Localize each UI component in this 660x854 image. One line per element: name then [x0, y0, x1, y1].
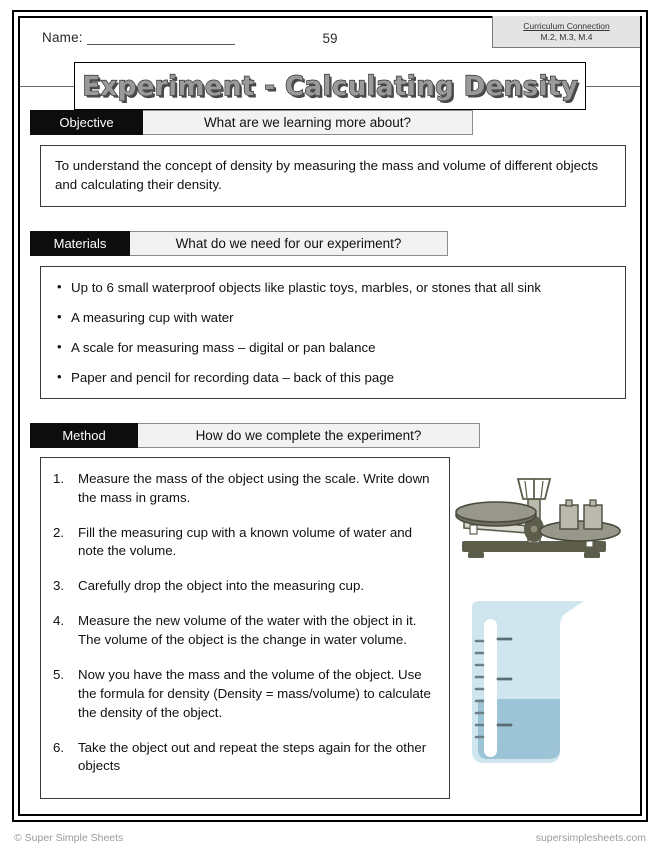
balance-scale-icon	[444, 465, 624, 561]
balance-scale-illustration	[444, 465, 624, 561]
list-item: Carefully drop the object into the measuring cup.	[78, 578, 365, 594]
list-item: Measure the new volume of the water with the object in it. The volume of the object is the change in water volume.	[78, 613, 417, 647]
list-item: Fill the measuring cup with a known volume of water and note the volume.	[78, 524, 413, 559]
illustration-column	[440, 457, 626, 799]
title-banner	[20, 62, 640, 110]
materials-list	[55, 280, 611, 385]
method-section-header	[30, 423, 640, 448]
list-item: • A measuring cup with water	[55, 310, 611, 325]
objective-tag: Objective	[30, 110, 143, 135]
page-inner-border	[18, 16, 642, 816]
materials-box	[40, 266, 626, 399]
materials-prompt: What do we need for our experiment?	[130, 231, 448, 256]
worksheet-content	[20, 18, 640, 814]
worksheet-header	[20, 18, 640, 60]
name-label: Name:	[42, 30, 83, 45]
objective-section-header	[30, 110, 640, 135]
list-item: Now you have the mass and the volume of the object. Use the formula for density (Density = mass/volume) to calculate the density of the object.	[78, 666, 431, 720]
list-item: • A scale for measuring mass – digital or pan balance	[55, 340, 611, 355]
title-rule-right	[582, 86, 640, 87]
materials-tag: Materials	[30, 231, 130, 256]
objective-prompt: What are we learning more about?	[143, 110, 473, 135]
copyright-text: © Super Simple Sheets	[14, 832, 124, 844]
list-item: • Paper and pencil for recording data – back of this page	[55, 370, 611, 385]
method-step-list	[53, 470, 437, 777]
page-number: 59	[322, 31, 338, 46]
page-title: Experiment - Calculating Density	[82, 70, 578, 102]
title-box	[74, 62, 586, 110]
page-footer	[14, 832, 646, 844]
page-outer-border	[12, 10, 648, 822]
curriculum-connection-title: Curriculum Connection	[523, 20, 610, 31]
list-item: • Up to 6 small waterproof objects like plastic toys, marbles, or stones that all sink	[55, 280, 611, 295]
materials-section-header	[30, 231, 640, 256]
list-item: Measure the mass of the object using the scale. Write down the mass in grams.	[78, 470, 430, 505]
method-box	[40, 457, 450, 799]
list-item: Take the object out and repeat the steps again for the other objects	[78, 739, 427, 774]
website-url: supersimplesheets.com	[535, 832, 646, 844]
method-prompt: How do we complete the experiment?	[138, 423, 480, 448]
title-rule-left	[20, 86, 78, 87]
objective-answer-box[interactable]: To understand the concept of density by measuring the mass and volume of different objects and calculating their density.	[40, 145, 626, 207]
beaker-illustration	[456, 589, 606, 779]
method-tag: Method	[30, 423, 138, 448]
curriculum-connection-codes: M.2, M.3, M.4	[540, 31, 593, 42]
method-area	[40, 457, 626, 799]
curriculum-connection-box	[492, 16, 640, 48]
measuring-cup-icon	[456, 589, 606, 779]
